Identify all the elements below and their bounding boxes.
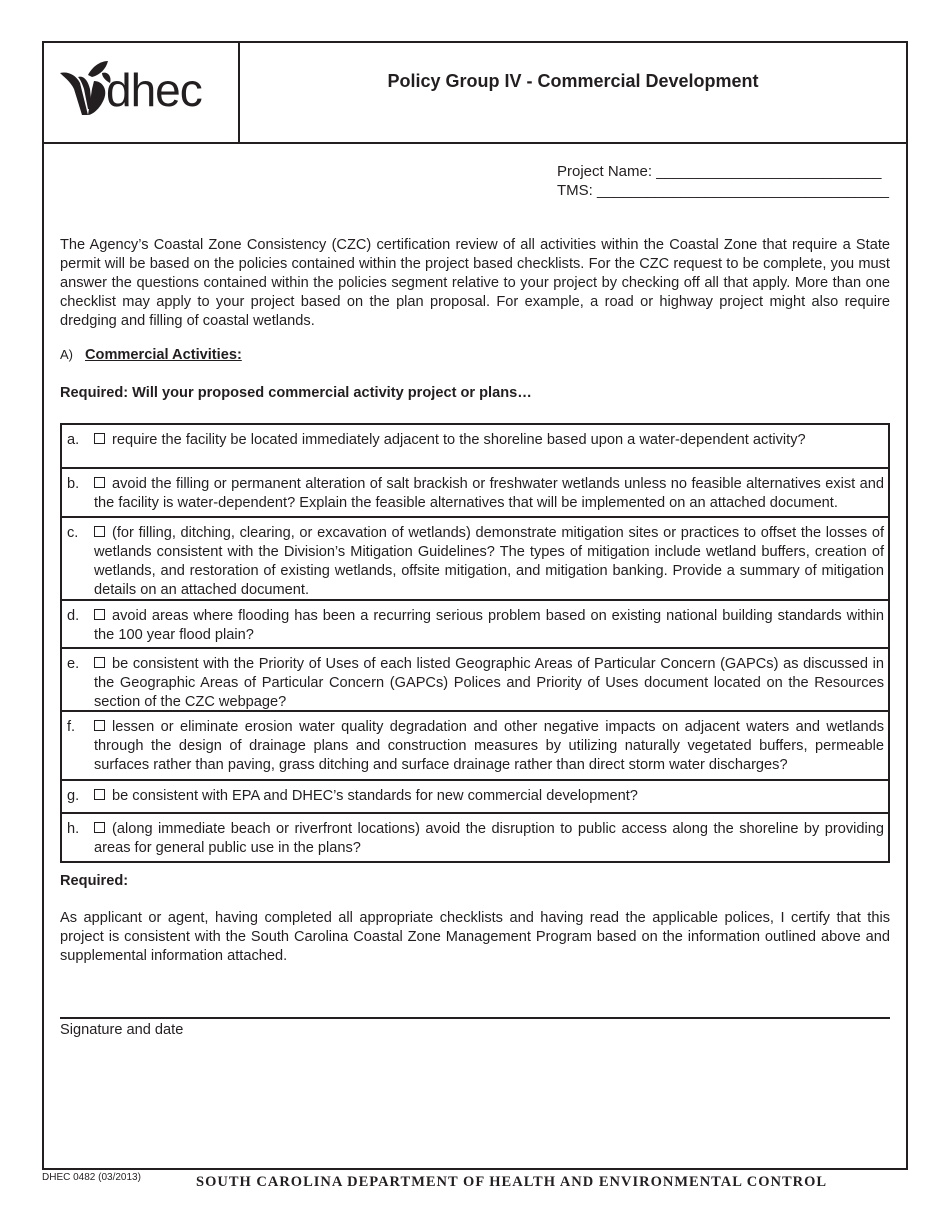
intro-paragraph: The Agency’s Coastal Zone Consistency (CZC) certification review of all activities within the Coastal Zone that require a State permit will be based on the policies contained within the project based checklists. For the CZC request to be complete, you must answer the questions contained within the policies segment relative to your project by checking off all that apply. More than one checklist may apply to your project based on the plan proposal. For example, a road or highway project might also require dredging and filling of coastal wetlands. [60,237,890,329]
row-label: h. [67,821,80,837]
row-text: avoid the filling or permanent alteration of salt brackish or freshwater wetlands unless no feasible alternatives exist and the facility is water-dependent? Explain the feasible alternatives that will be implemented on an attached document. [94,476,884,511]
checklist-row [62,814,888,863]
row-label: d. [67,608,80,624]
checklist-row [62,601,888,649]
row-label: c. [67,525,79,541]
form-number: DHEC 0482 (03/2013) [42,1172,141,1183]
tms-field[interactable]: TMS: ___________________________________ [557,182,889,199]
row-label: b. [67,476,80,492]
logo-cell [44,43,240,142]
row-label: e. [67,656,80,672]
row-text: (along immediate beach or riverfront locations) avoid the disruption to public access along the shoreline by providing areas for general public use in the plans? [94,821,884,856]
signature-label: Signature and date [60,1022,184,1038]
checkbox[interactable] [94,433,105,444]
checkbox[interactable] [94,789,105,800]
form-title: Policy Group IV - Commercial Development [387,71,759,91]
department-name: SOUTH CAROLINA DEPARTMENT OF HEALTH AND ENVIRONMENTAL CONTROL [196,1174,828,1190]
row-label: g. [67,788,80,804]
checklist-row [62,781,888,814]
row-label: a. [67,432,80,448]
section-letter: A) [60,347,73,362]
project-name-field[interactable]: Project Name: ___________________________ [557,163,882,180]
certification-paragraph: As applicant or agent, having completed all appropriate checklists and having read the applicable polices, I certify that this project is consistent with the South Carolina Coastal Zone Management Program based on the information outlined above and supplemental information attached. [60,910,890,964]
section-heading [60,347,242,363]
checkbox[interactable] [94,720,105,731]
checklist-row [62,469,888,518]
section-title: Commercial Activities: [85,347,242,363]
checkbox[interactable] [94,526,105,537]
checklist-row [62,649,888,712]
checkbox[interactable] [94,822,105,833]
row-text: (for filling, ditching, clearing, or excavation of wetlands) demonstrate mitigation sites or practices to offset the losses of wetlands consistent with the Division’s Mitigation Guidelines? The types of mitigation include wetland buffers, creation of wetlands, and restoration of existing wetlands, offsite mitigation, and mitigation banking. Provide a summary of mitigation details on an attached document. [94,525,884,598]
required-question: Required: Will your proposed commercial activity project or plans… [60,385,532,401]
row-text: avoid areas where flooding has been a recurring serious problem based on existing national building standards within the 100 year flood plain? [94,608,884,643]
required-label: Required: [60,873,129,889]
row-text: be consistent with the Priority of Uses of each listed Geographic Areas of Particular Concern (GAPCs) as discussed in the Geographic Areas of Particular Concern (GAPCs) Polices and Priority of Uses document located on the Resources section of the CZC webpage? [94,656,884,710]
row-label: f. [67,719,76,735]
checklist-table [60,423,890,863]
signature-line[interactable] [60,1017,890,1019]
row-text: require the facility be located immediately adjacent to the shoreline based upon a water-dependent activity? [112,432,806,448]
row-text: lessen or eliminate erosion water quality degradation and other negative impacts on adjacent waters and wetlands through the design of drainage plans and construction measures by utilizing naturally vegetated buffers, permeable surfaces rather than paving, grass ditching and surface drainage rather than direct storm water discharges? [94,719,884,773]
checkbox[interactable] [94,657,105,668]
dhec-logo-text: dhec [106,64,202,116]
checklist-row [62,518,888,601]
form-frame [42,41,908,1170]
checklist-row [62,712,888,781]
checkbox[interactable] [94,477,105,488]
checkbox[interactable] [94,609,105,620]
row-text: be consistent with EPA and DHEC’s standards for new commercial development? [112,788,638,804]
form-header [44,43,906,144]
checklist-row [62,425,888,469]
